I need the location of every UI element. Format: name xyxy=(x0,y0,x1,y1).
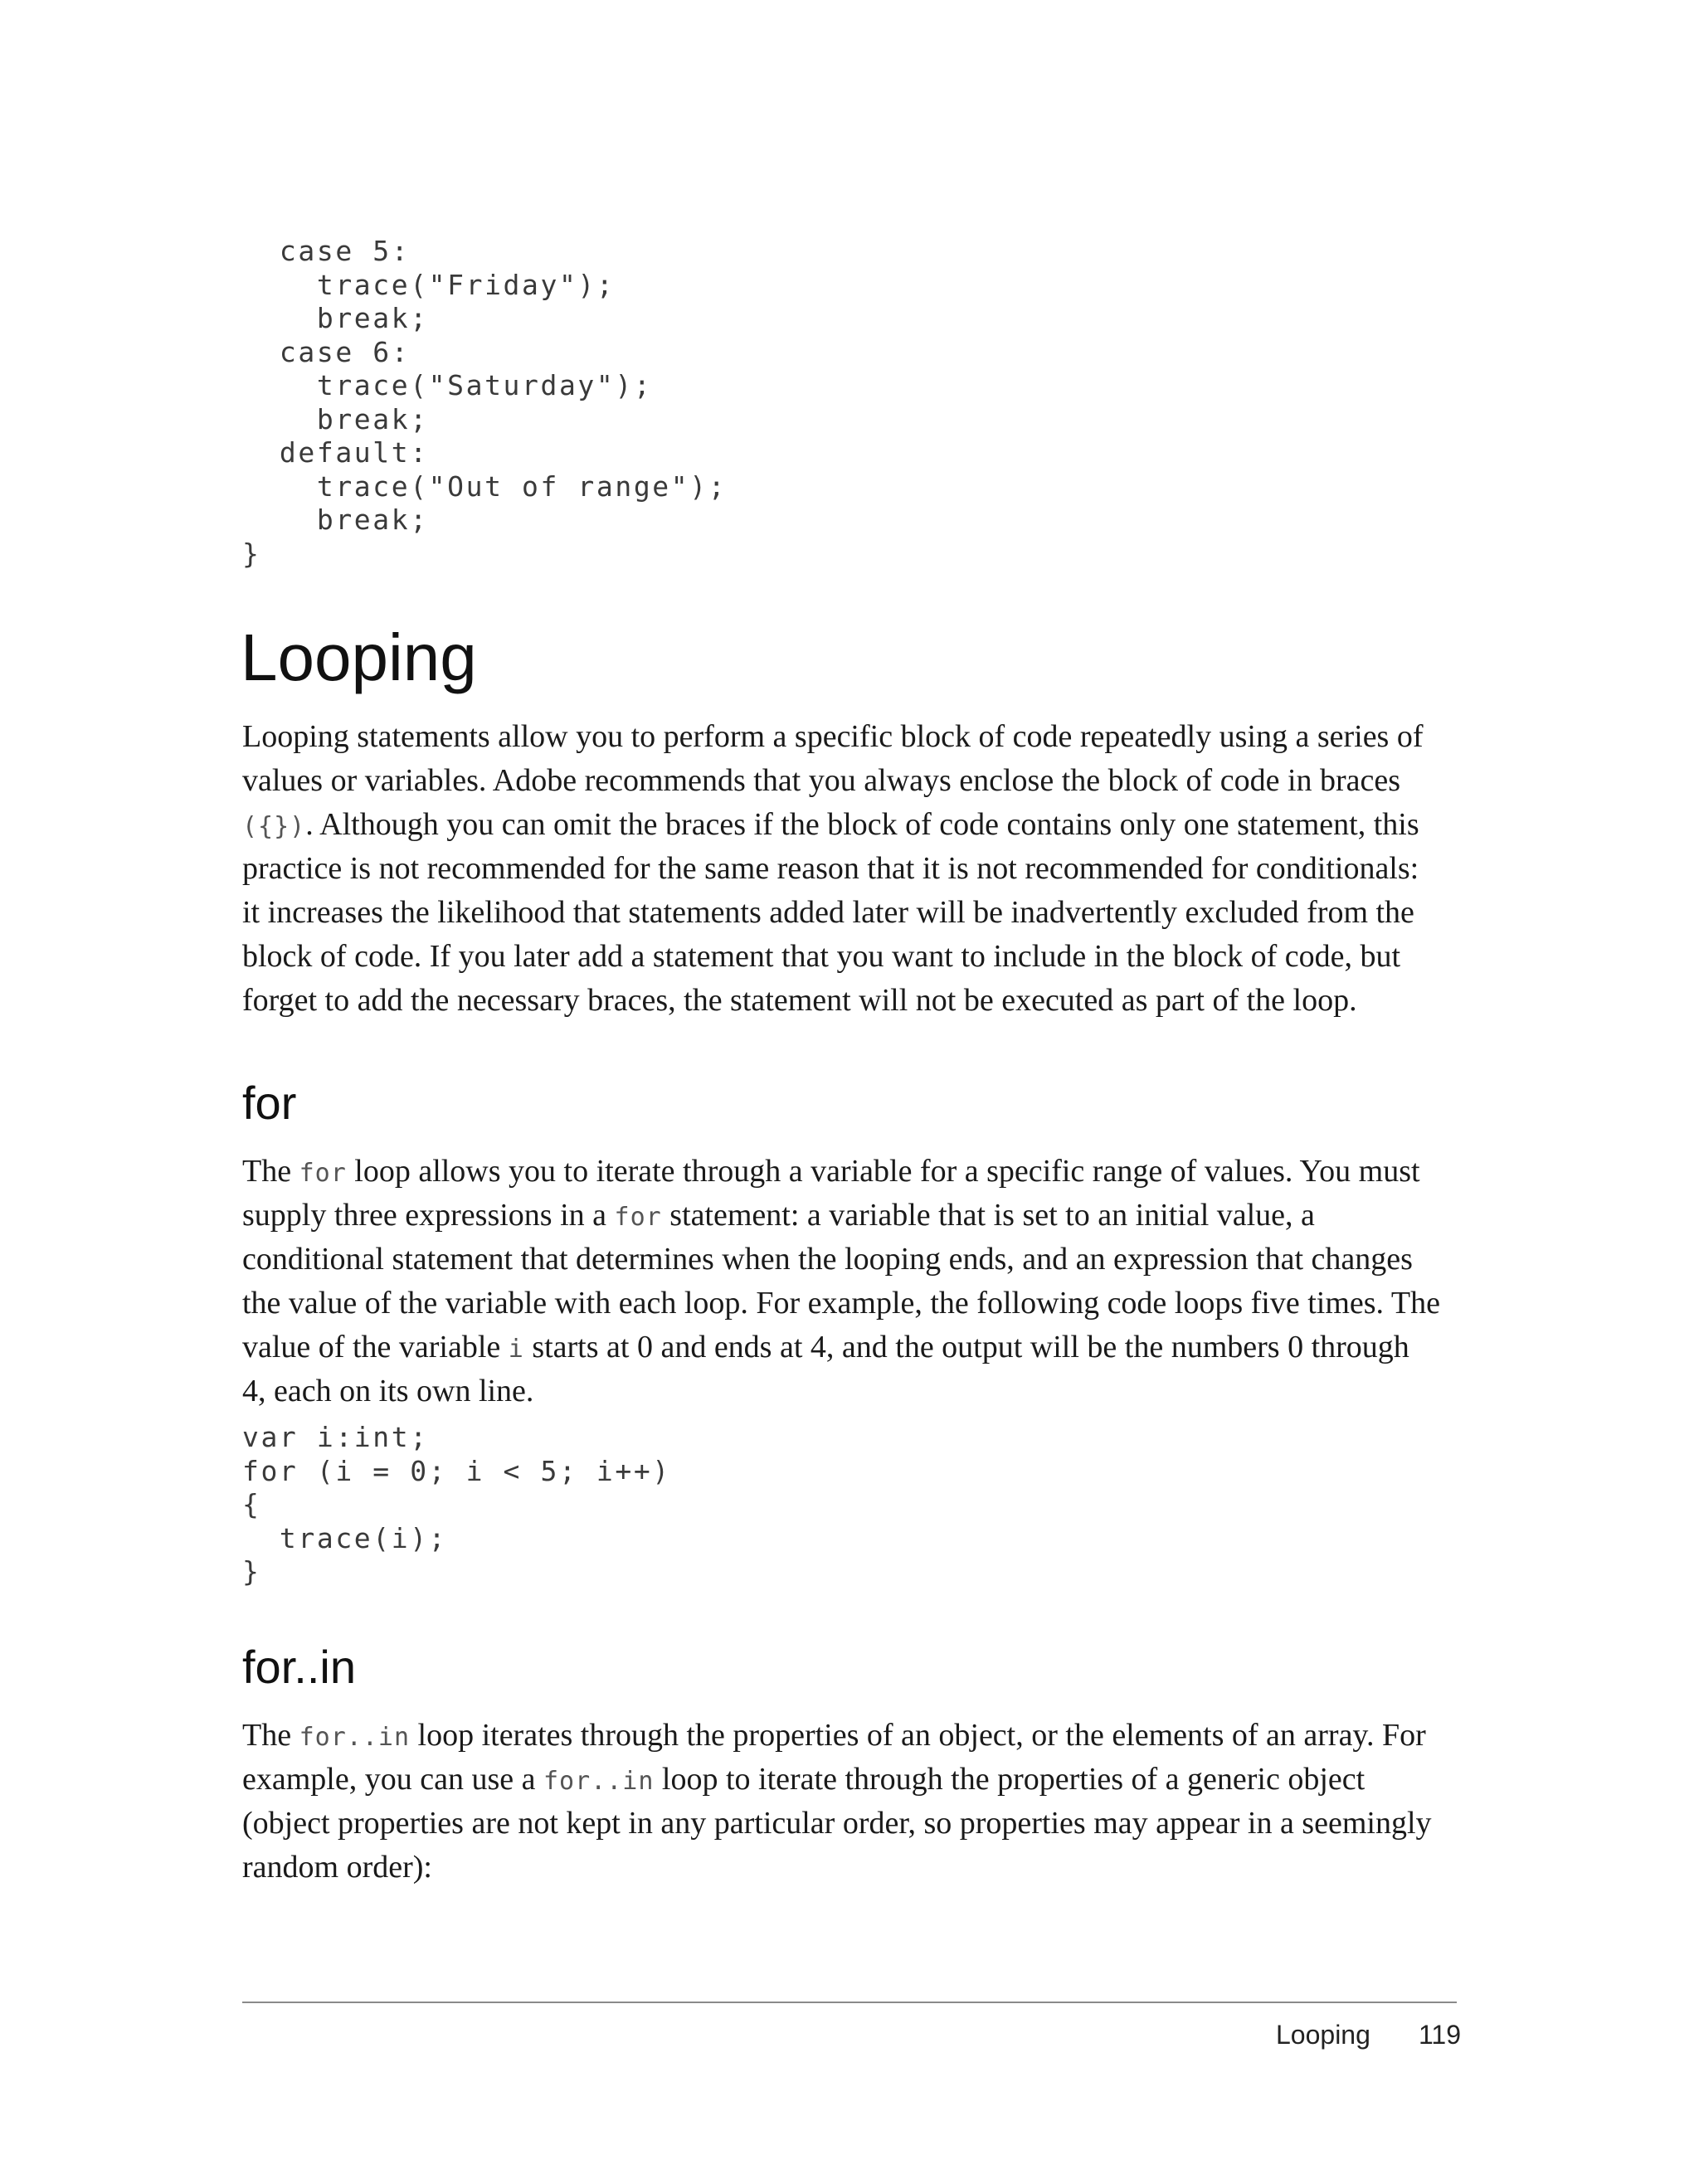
text-line: supply three expressions in a for statement: a variable that is set to an initial value, a xyxy=(242,1198,1315,1233)
text-line: 4, each on its own line. xyxy=(242,1374,534,1408)
text-line: it increases the likelihood that statements added later will be inadvertently excluded from the xyxy=(242,895,1414,930)
inline-code: i xyxy=(508,1335,524,1364)
paragraph-for-description xyxy=(242,1150,1470,1413)
text-line: ({}). Although you can omit the braces if the block of code contains only one statement, this xyxy=(242,807,1419,842)
paragraph-looping-intro xyxy=(242,715,1470,1023)
text-line: the value of the variable with each loop. For example, the following code loops five times. The xyxy=(242,1286,1440,1321)
code-block-switch-tail: case 5: trace("Friday"); break; case 6: trace("Saturday"); break; default: trace("Out of range"); break; } xyxy=(242,235,728,570)
text-line: value of the variable i starts at 0 and ends at 4, and the output will be the numbers 0 through xyxy=(242,1330,1409,1364)
inline-code: ({}) xyxy=(242,812,306,841)
footer-section-label: Looping xyxy=(1276,2020,1370,2050)
paragraph-for-in-description xyxy=(242,1714,1470,1890)
footer-divider xyxy=(242,2002,1457,2003)
text-line: The for..in loop iterates through the properties of an object, or the elements of an array. For xyxy=(242,1718,1426,1753)
text-line: (object properties are not kept in any particular order, so properties may appear in a seemingly xyxy=(242,1806,1432,1841)
text-line: values or variables. Adobe recommends that you always enclose the block of code in braces xyxy=(242,763,1401,798)
subsection-heading-for-in: for..in xyxy=(242,1641,356,1693)
inline-code: for xyxy=(299,1159,347,1188)
inline-code: for..in xyxy=(543,1767,655,1796)
text-line: practice is not recommended for the same reason that it is not recommended for conditionals: xyxy=(242,851,1419,886)
inline-code: for xyxy=(614,1203,662,1232)
text-line: conditional statement that determines when the looping ends, and an expression that changes xyxy=(242,1242,1413,1277)
text-line: block of code. If you later add a statement that you want to include in the block of code, but xyxy=(242,939,1401,974)
text-line: example, you can use a for..in loop to iterate through the properties of a generic object xyxy=(242,1762,1366,1797)
code-block-for-example: var i:int; for (i = 0; i < 5; i++) { trace(i); } xyxy=(242,1421,671,1588)
section-heading-looping: Looping xyxy=(241,620,477,694)
text-line: random order): xyxy=(242,1850,432,1885)
text-line: Looping statements allow you to perform a specific block of code repeatedly using a series of xyxy=(242,719,1424,754)
text-line: forget to add the necessary braces, the statement will not be executed as part of the loop. xyxy=(242,983,1357,1018)
footer-page-number: 119 xyxy=(1419,2020,1462,2050)
inline-code: for..in xyxy=(299,1723,411,1752)
text-line: The for loop allows you to iterate through a variable for a specific range of values. You must xyxy=(242,1154,1420,1189)
subsection-heading-for: for xyxy=(242,1077,297,1129)
